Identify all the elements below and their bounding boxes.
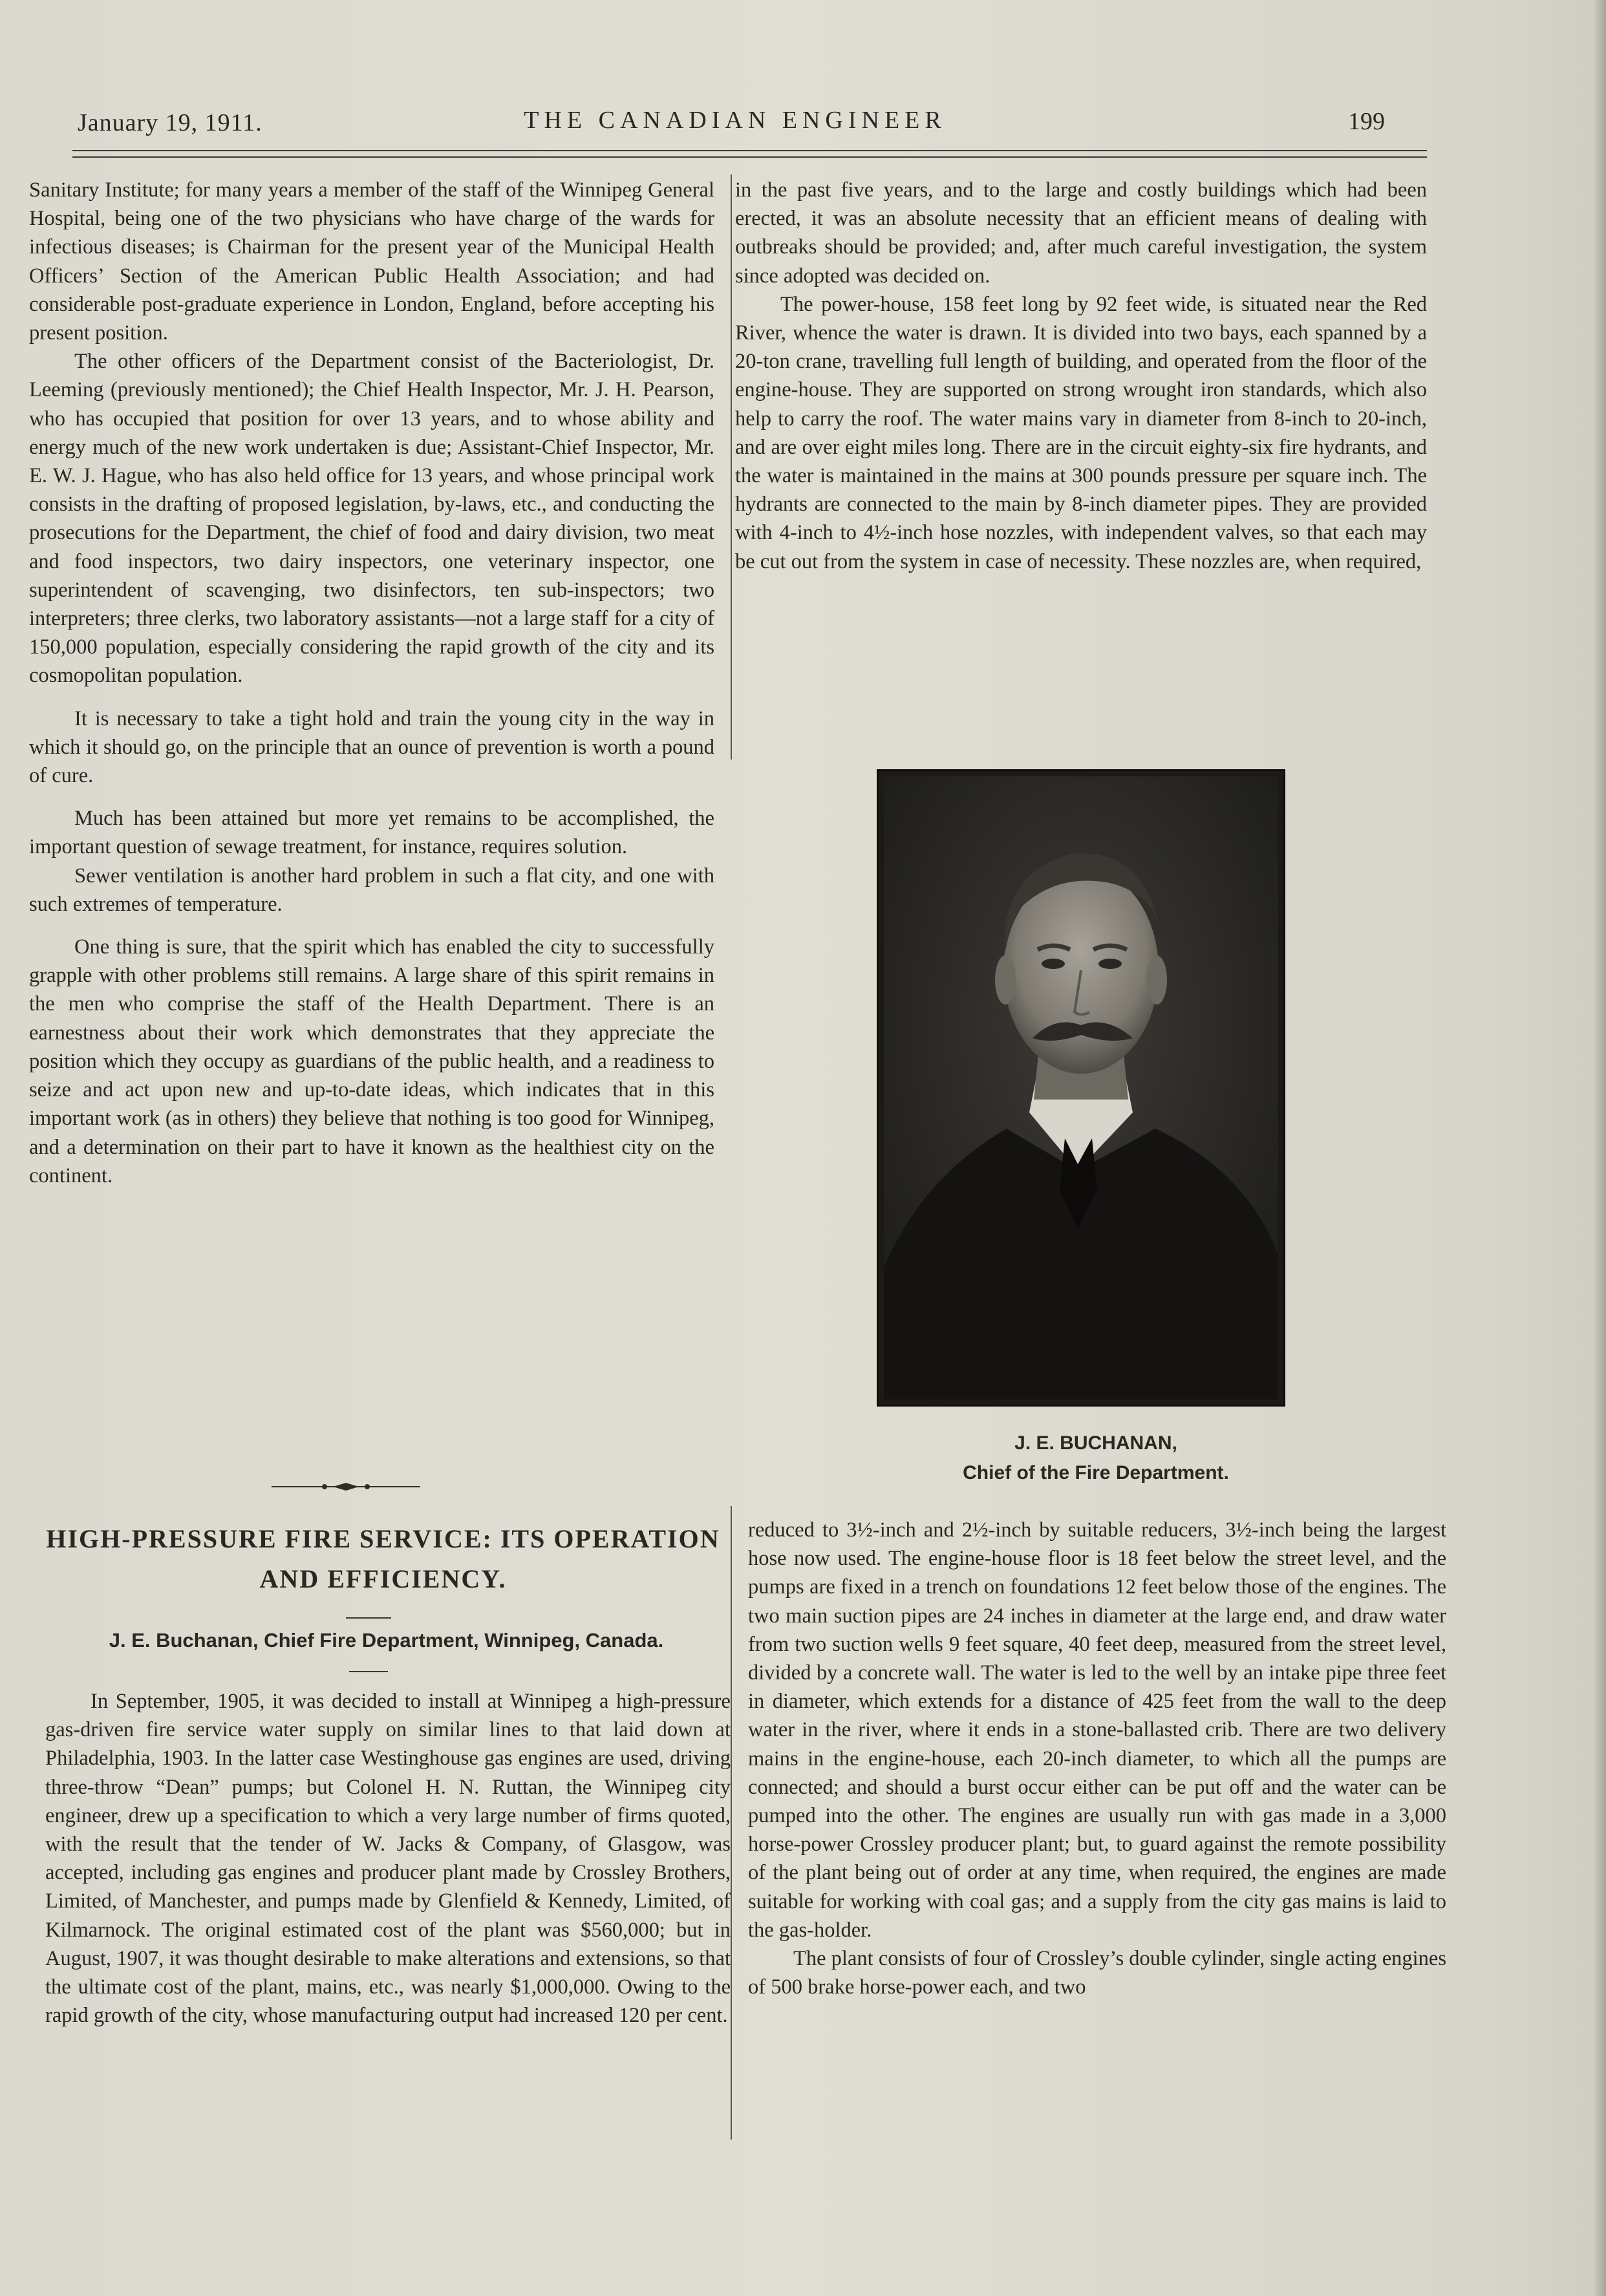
page-number: 199 (1348, 108, 1385, 135)
left-column-continuation (29, 176, 714, 1190)
paragraph: Much has been attained but more yet remains to be accomplished, the important question of sewage treatment, for instance, requires solution. (29, 807, 714, 859)
header-rule-top (72, 150, 1427, 151)
paragraph: One thing is sure, that the spirit which has enabled the city to successfully grapple with other problems still remains. A large share of this spirit remains in the men who comprise the staff of the Health Department. There is an earnestness about their work which demonstrates that they appreciate the position which they occupy as guardians of the public health, and a readiness to seize and act upon new and up-to-date ideas, which indicates that in this important work (as in others) they believe that nothing is too good for Winnipeg, and a determination on their part to have it known as the healthiest city on the continent. (29, 935, 714, 1187)
paragraph: In September, 1905, it was decided to install at Winnipeg a high-pressure gas-driven fire service water supply on similar lines to that laid down at Philadelphia, 1903. In the latter case Westinghouse gas engines are used, driving three-throw “Dean” pumps; but Colonel H. N. Ruttan, the Winnipeg city engineer, drew up a specification to which a very large number of firms quoted, with the result that the tender of W. Jacks & Company, of Glasgow, was accepted, including gas engines and producer plant made by Crossley Brothers, Limited, of Manchester, and pumps made by Glenfield & Kennedy, Limited, of Kilmarnock. The original estimated cost of the plant was $560,000; but in August, 1907, it was thought desirable to make alterations and extensions, so that the ultimate cost of the plant, mains, etc., was nearly $1,000,000. Owing to the rapid growth of the city, whose manufacturing output had increased 120 per cent. (45, 1690, 731, 2028)
title-rule (346, 1617, 391, 1619)
running-header (72, 102, 1398, 147)
page-edge-shadow (1593, 0, 1606, 2296)
byline-rule (349, 1671, 388, 1672)
article-title: HIGH-PRESSURE FIRE SERVICE: ITS OPERATION AND EFFICIENCY. (46, 1524, 720, 1593)
photo-caption (840, 1429, 1351, 1488)
right-column-bottom (748, 1516, 1446, 2001)
ornament-divider (272, 1480, 420, 1493)
article-body-left (45, 1687, 731, 2030)
paragraph: The other officers of the Department consist of the Bacteriologist, Dr. Leeming (previously mentioned); the Chief Health Inspector, Mr. J. H. Pearson, who has occupied that position for over 13 years, and to whose ability and energy much of the new work undertaken is due; Assistant-Chief Inspector, Mr. E. W. J. Hague, who has also held office for 13 years, and whose principal work consists in the drafting of proposed legislation, by-laws, etc., and conducting the prosecutions for the Department, the chief of food and dairy division, two meat and food inspectors, two dairy inspectors, one veterinary inspector, one superintendent of scavenging, two disinfectors, ten sub-inspectors; two interpreters; three clerks, two laboratory assistants—not a large staff for a city of 150,000 population, especially considering the rapid growth of the city and its cosmopolitan population. (29, 350, 714, 688)
caption-title: Chief of the Fire Department. (963, 1462, 1229, 1483)
paragraph: Sanitary Institute; for many years a member of the staff of the Winnipeg General Hospital, being one of the two physicians who have charge of the wards for infectious diseases; is Chairman for the present year of the Municipal Health Officers’ Section of the American Public Health Association; and had considerable post-graduate experience in London, England, before accepting his present position. (29, 178, 714, 345)
right-column-top (735, 176, 1427, 576)
column-divider-upper (731, 175, 732, 760)
caption-name: J. E. BUCHANAN, (1014, 1432, 1177, 1454)
article-byline: J. E. Buchanan, Chief Fire Department, Winnipeg, Canada. (109, 1629, 664, 1652)
paragraph: It is necessary to take a tight hold and train the young city in the way in which it should go, on the principle that an ounce of prevention is worth a pound of cure. (29, 707, 714, 788)
portrait-photo (877, 769, 1285, 1407)
column-divider-lower (731, 1506, 732, 2140)
paragraph: Sewer ventilation is another hard problem in such a flat city, and one with such extremes of temperature. (29, 864, 714, 916)
paragraph: The plant consists of four of Crossley’s double cylinder, single acting engines of 500 brake horse-power each, and two (748, 1947, 1446, 1999)
header-rule-bottom (72, 156, 1427, 158)
paragraph: reduced to 3½-inch and 2½-inch by suitable reducers, 3½-inch being the largest hose now used. The engine-house floor is 18 feet below the street level, and the pumps are fixed in a trench on foundations 12 feet below those of the engines. The two main suction pipes are 24 inches in diameter at the large end, and draw water from two suction wells 9 feet square, 40 feet deep, measured from the street level, divided by a concrete wall. The water is led to the well by an intake pipe three feet in diameter, which extends for a distance of 425 feet from the wall to the deep water in the river, where it ends in a stone-ballasted crib. There are two delivery mains in the engine-house, each 20-inch diameter, to which all the pumps are connected; and should a burst occur either can be put off and the water can be pumped into the other. The engines are usually run with gas made in a 3,000 horse-power Crossley producer plant; but, to guard against the remote possibility of the plant being out of order at any time, when required, the engines are made suitable for working with coal gas; and a supply from the city gas mains is laid to the gas-holder. (748, 1518, 1446, 1942)
portrait-illustration (884, 776, 1278, 1399)
journal-title: THE CANADIAN ENGINEER (524, 107, 947, 134)
paragraph: The power-house, 158 feet long by 92 feet wide, is situated near the Red River, whence the water is drawn. It is divided into two bays, each spanned by a 20-ton crane, travelling full length of building, and operated from the floor of the engine-house. They are supported on strong wrought iron standards, which also help to carry the roof. The water mains vary in diameter from 8-inch to 20-inch, and are over eight miles long. There are in the circuit eighty-six fire hydrants, and the water is maintained in the mains at 300 pounds pressure per square inch. The hydrants are connected to the main by 8-inch diameter pipes. They are provided with 4-inch to 4½-inch hose nozzles, with independent valves, so that each may be cut out from the system in case of necessity. These nozzles are, when required, (735, 292, 1427, 573)
paragraph: in the past five years, and to the large and costly buildings which had been erected, it was an absolute necessity that an efficient means of dealing with outbreaks should be provided; and, after much careful investigation, the system since adopted was decided on. (735, 178, 1427, 288)
issue-date: January 19, 1911. (78, 109, 262, 136)
